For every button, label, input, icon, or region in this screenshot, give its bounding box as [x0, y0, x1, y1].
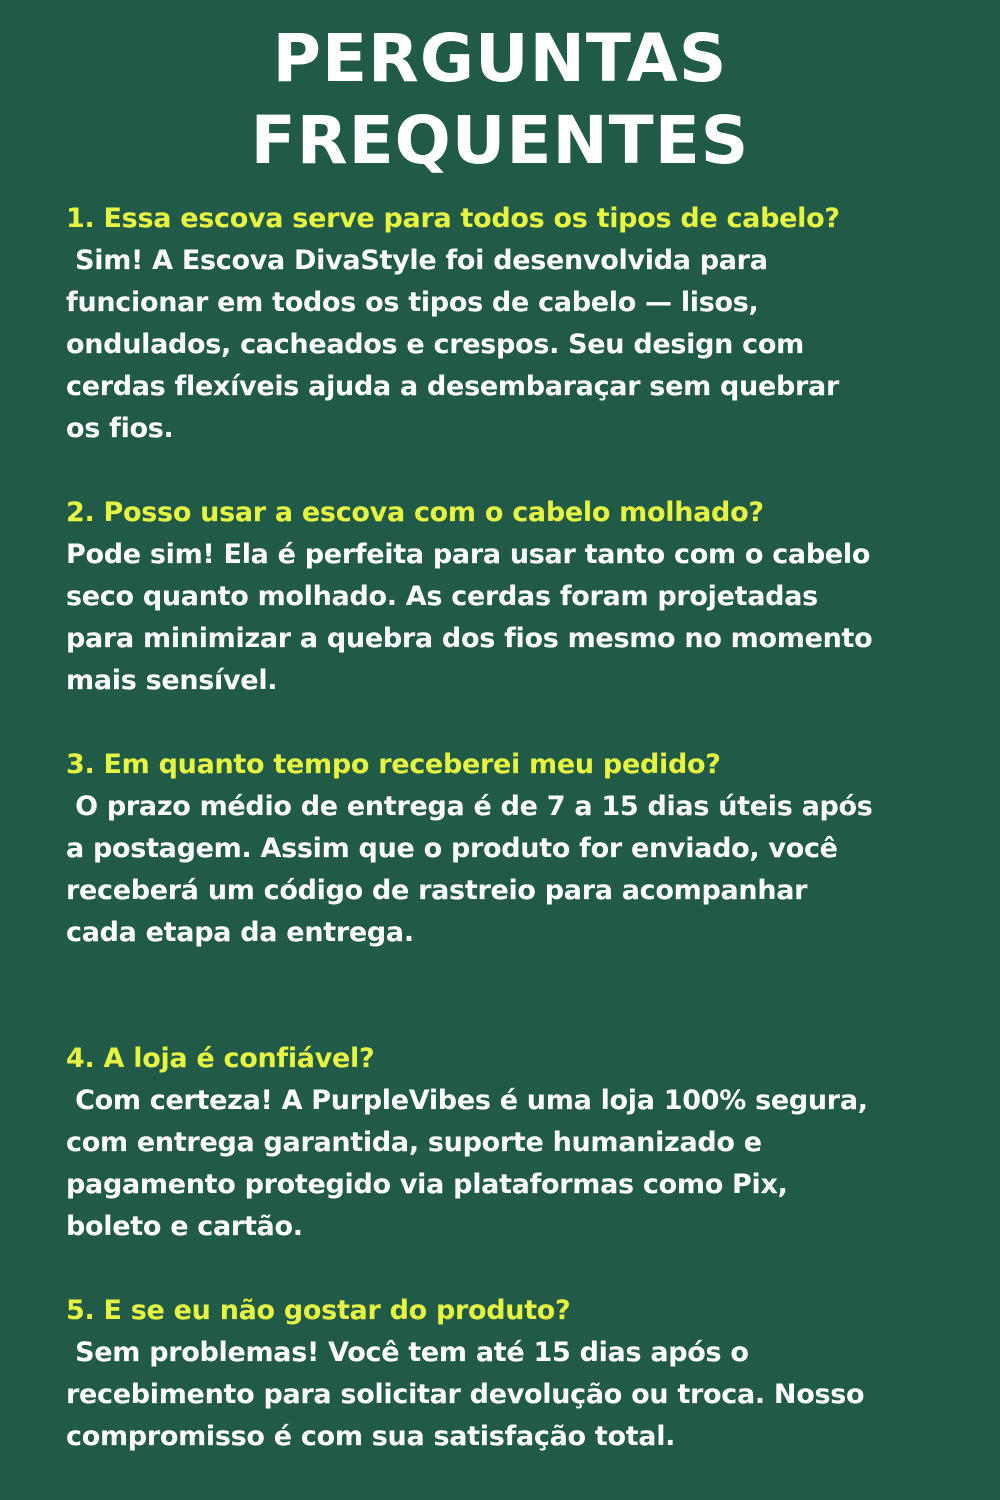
- faq-question: 5. E se eu não gostar do produto?: [66, 1295, 571, 1326]
- answer-line: para minimizar a quebra dos fios mesmo no momento: [66, 623, 873, 654]
- faq-answer: [66, 240, 946, 450]
- answer-line: boleto e cartão.: [66, 1211, 303, 1242]
- faq-answer: [66, 1332, 946, 1458]
- title-line-2: FREQUENTES: [250, 102, 750, 179]
- answer-line: O prazo médio de entrega é de 7 a 15 dias úteis após: [66, 791, 873, 822]
- answer-line: receberá um código de rastreio para acompanhar: [66, 875, 808, 906]
- answer-line: ondulados, cacheados e crespos. Seu design com: [66, 329, 804, 360]
- answer-line: mais sensível.: [66, 665, 278, 696]
- answer-line: Pode sim! Ela é perfeita para usar tanto com o cabelo: [66, 539, 871, 570]
- page-title: [0, 18, 1000, 182]
- answer-line: cerdas flexíveis ajuda a desembaraçar sem quebrar: [66, 371, 839, 402]
- faq-answer: [66, 786, 946, 954]
- faq-item-2: [66, 492, 946, 702]
- answer-line: compromisso é com sua satisfação total.: [66, 1421, 676, 1452]
- faq-item-4: [66, 1038, 946, 1248]
- answer-line: funcionar em todos os tipos de cabelo — lisos,: [66, 287, 759, 318]
- faq-question: 4. A loja é confiável?: [66, 1043, 375, 1074]
- faq-answer: [66, 534, 946, 702]
- faq-item-3: [66, 744, 946, 954]
- faq-question: 2. Posso usar a escova com o cabelo molhado?: [66, 497, 764, 528]
- faq-question: 1. Essa escova serve para todos os tipos de cabelo?: [66, 203, 840, 234]
- answer-line: seco quanto molhado. As cerdas foram projetadas: [66, 581, 818, 612]
- answer-line: a postagem. Assim que o produto for enviado, você: [66, 833, 838, 864]
- answer-line: Sim! A Escova DivaStyle foi desenvolvida para: [66, 245, 768, 276]
- faq-item-5: [66, 1290, 946, 1458]
- faq-item-1: [66, 198, 946, 450]
- faq-question: 3. Em quanto tempo receberei meu pedido?: [66, 749, 721, 780]
- answer-line: os fios.: [66, 413, 174, 444]
- answer-line: com entrega garantida, suporte humanizado e: [66, 1127, 762, 1158]
- faq-answer: [66, 1080, 946, 1248]
- answer-line: cada etapa da entrega.: [66, 917, 414, 948]
- answer-line: Com certeza! A PurpleVibes é uma loja 100% segura,: [66, 1085, 868, 1116]
- answer-line: Sem problemas! Você tem até 15 dias após o: [66, 1337, 749, 1368]
- answer-line: pagamento protegido via plataformas como Pix,: [66, 1169, 788, 1200]
- answer-line: recebimento para solicitar devolução ou troca. Nosso: [66, 1379, 865, 1410]
- title-line-1: PERGUNTAS: [272, 20, 728, 97]
